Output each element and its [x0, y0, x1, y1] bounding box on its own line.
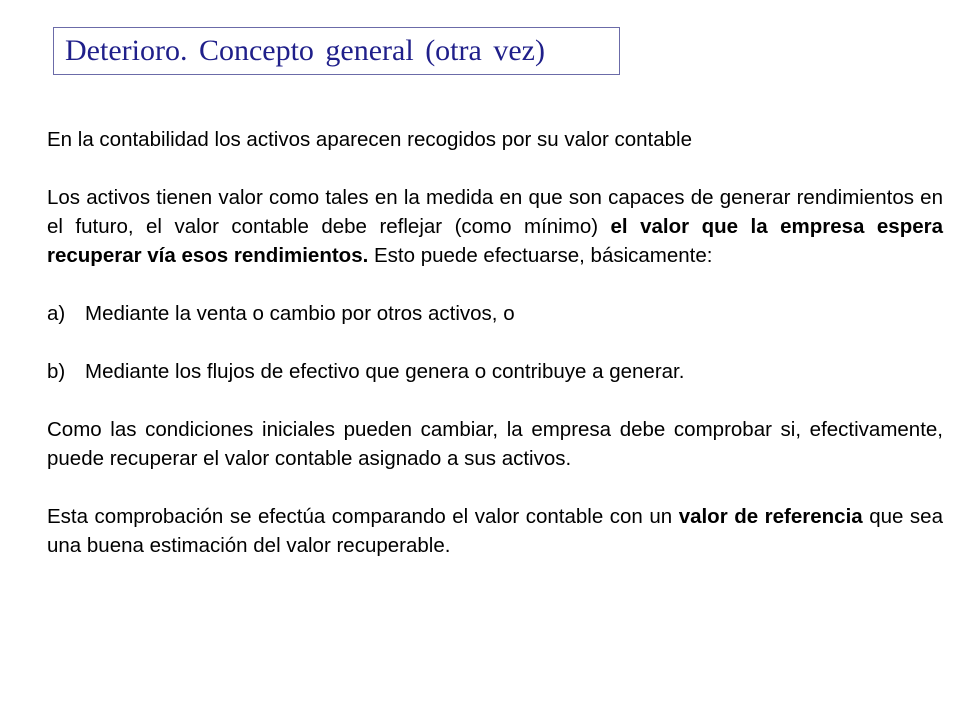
list-marker: b) [47, 360, 66, 383]
slide-title-box [53, 27, 620, 75]
paragraph-comprobacion-end: que sea una buena estimación del valor recuperable. [47, 505, 943, 557]
paragraph-comprobacion [47, 502, 943, 560]
list-item-a [47, 299, 943, 328]
paragraph-comprobacion-start: Esta comprobación se efectúa comparando el valor contable con un [47, 505, 679, 528]
list-item-b [47, 357, 943, 386]
paragraph-gap [47, 386, 943, 415]
list-marker: a) [47, 302, 66, 325]
list-item-text: Mediante la venta o cambio por otros activos, o [85, 302, 515, 325]
paragraph-comprobacion-bold: valor de referencia [678, 505, 863, 528]
paragraph-gap [47, 270, 943, 299]
slide-body [47, 125, 943, 560]
paragraph-gap [47, 328, 943, 357]
paragraph-rendimientos-end: Esto puede efectuarse, básicamente: [368, 244, 713, 267]
paragraph-condiciones: Como las condiciones iniciales pueden cambiar, la empresa debe comprobar si, efectivamente, puede recuperar el valor contable asignado a sus activos. [47, 418, 943, 470]
paragraph-gap [47, 154, 943, 183]
list-item-text: Mediante los flujos de efectivo que genera o contribuye a generar. [85, 360, 685, 383]
paragraph-gap [47, 473, 943, 502]
paragraph-rendimientos-start: Los activos tienen valor como tales en la medida en que son capaces de generar rendimientos en el futuro, el valor contable debe reflejar (como mínimo) [47, 186, 943, 238]
paragraph-valor-contable: En la contabilidad los activos aparecen recogidos por su valor contable [47, 128, 692, 151]
paragraph-rendimientos-bold: el valor que la empresa espera recuperar vía esos rendimientos. [47, 215, 943, 267]
paragraph-rendimientos [47, 183, 943, 270]
slide-title: Deterioro. Concepto general (otra vez) [65, 34, 545, 67]
